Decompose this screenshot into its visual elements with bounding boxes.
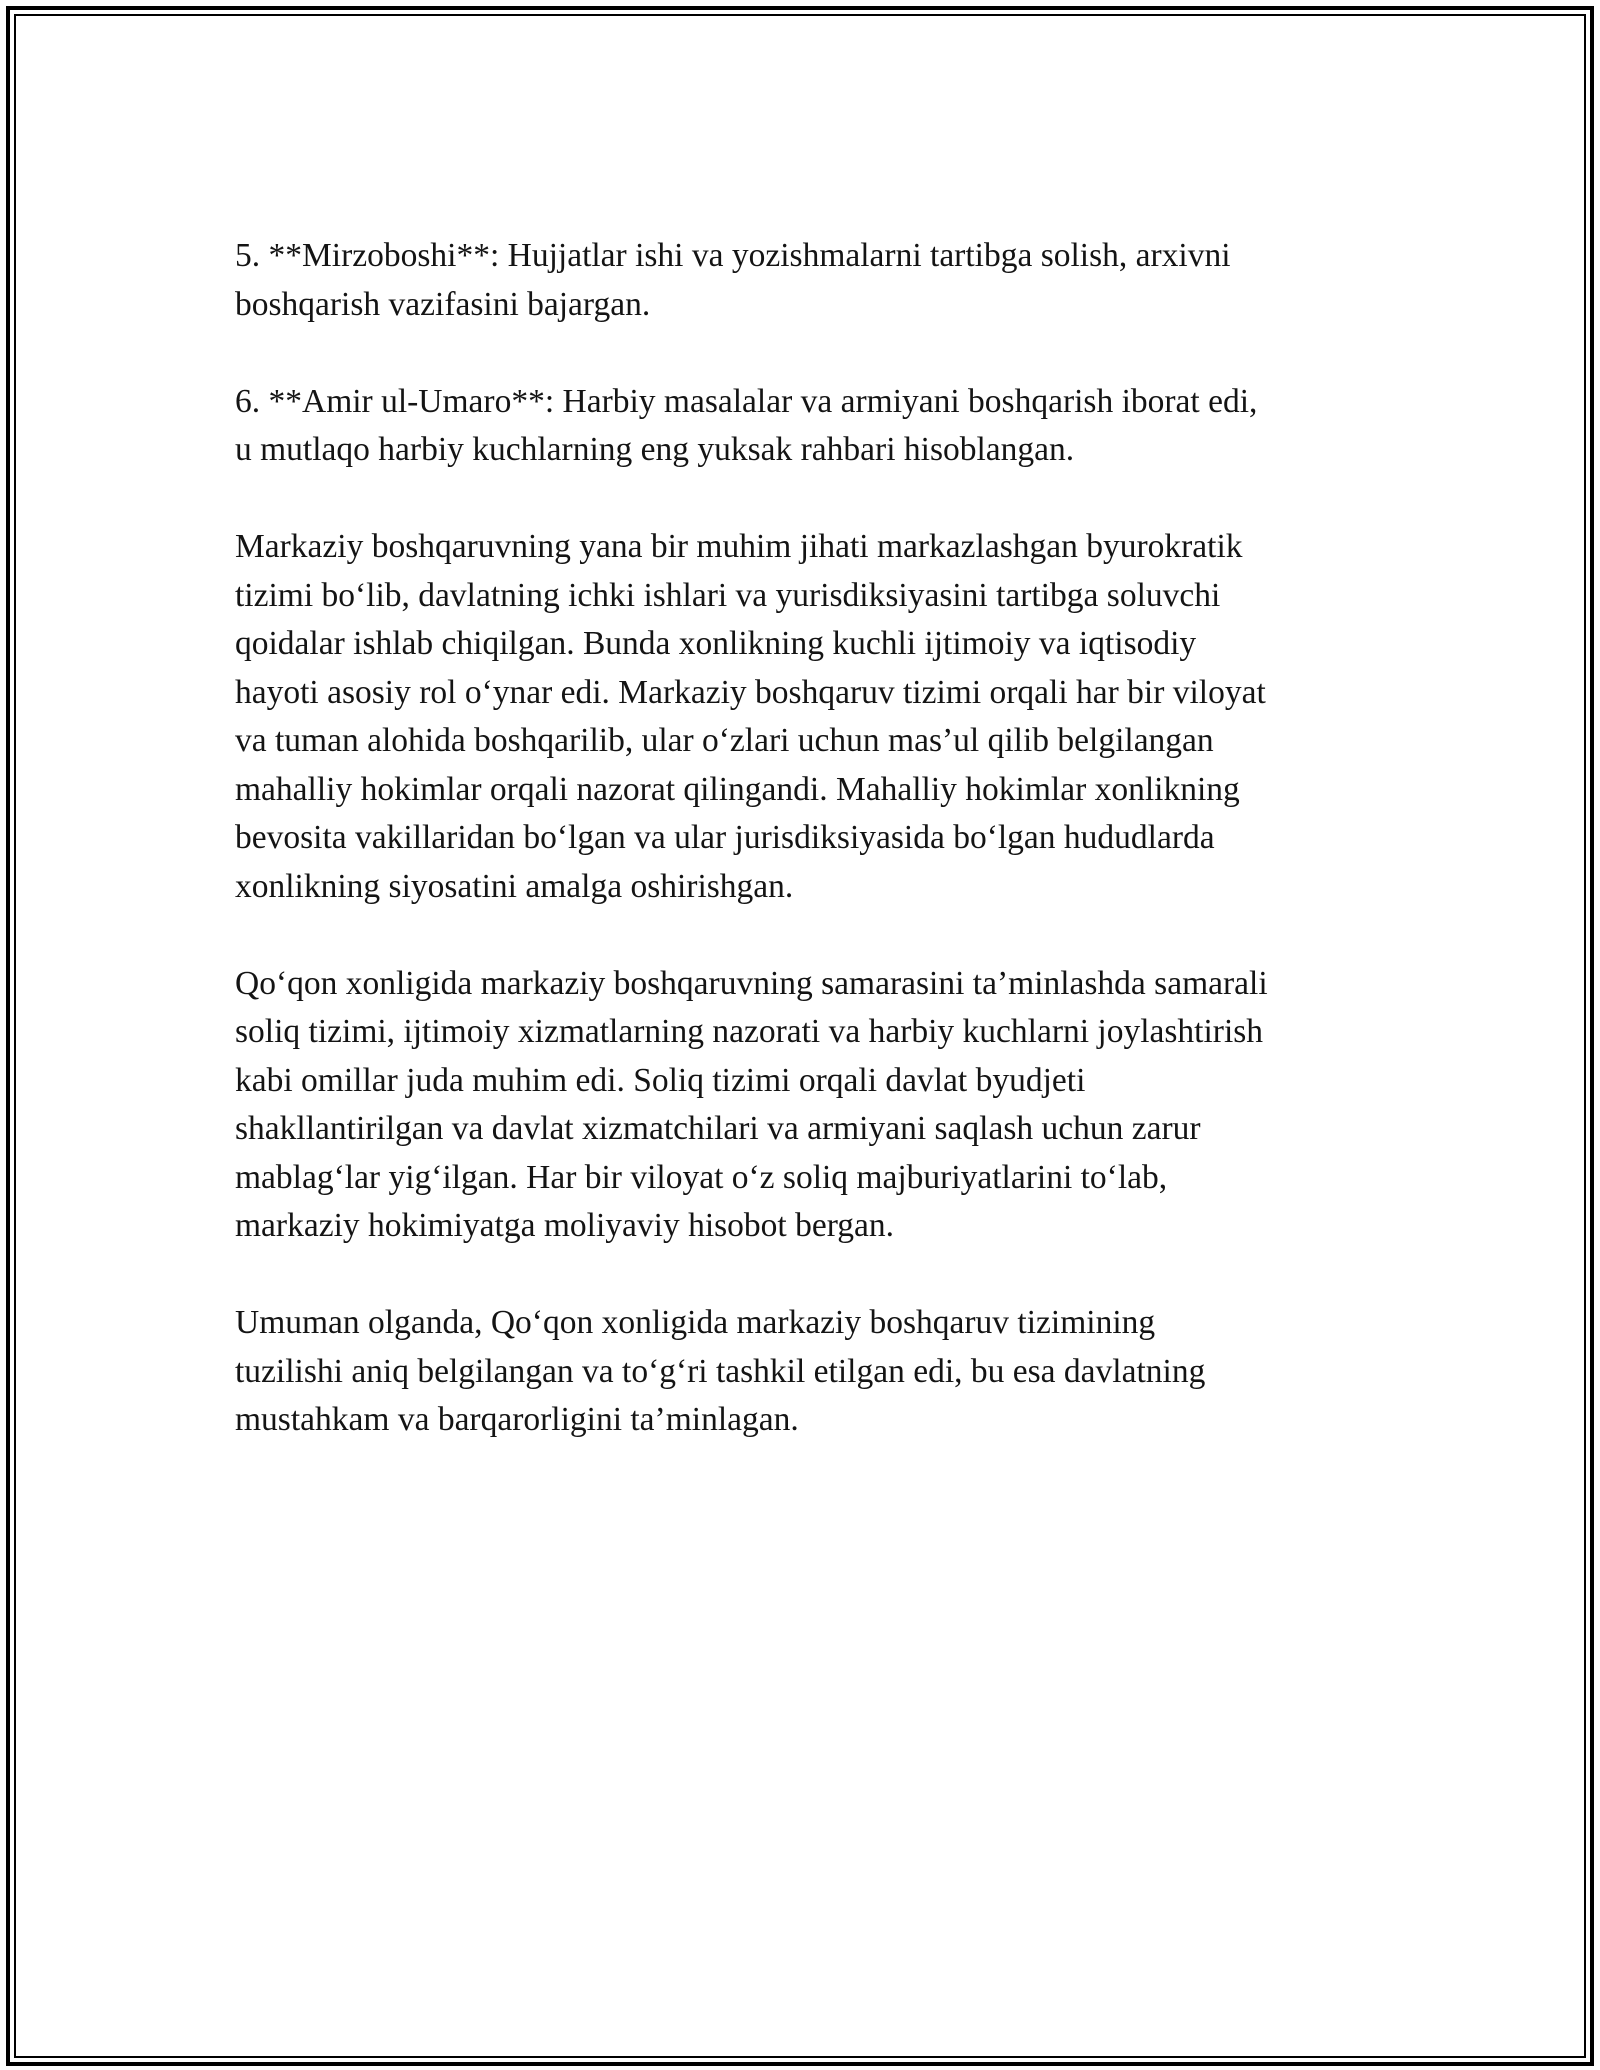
paragraph-tax-system: Qo‘qon xonligida markaziy boshqaruvning samarasini ta’minlashda samarali soliq tizimi, ijtimoiy xizmatlarning nazorati va harbiy kuchlarni joylashtirish kabi omillar juda muhim edi. Soliq tizimi orqali davlat byudjeti shakllantirilgan va davlat xizmatchilari va armiyani saqlash uchun zarur mablag‘lar yig‘ilgan. Har bir viloyat o‘z soliq majburiyatlarini to‘lab, markaziy hokimiyatga moliyaviy hisobot bergan.: [235, 964, 1268, 1244]
paragraph-mirzoboshi: 5. **Mirzoboshi**: Hujjatlar ishi va yozishmalarni tartibga solish, arxivni boshqarish vazifasini bajargan.: [235, 237, 1231, 323]
document-body: [235, 232, 1375, 1493]
paragraph-conclusion: Umuman olganda, Qo‘qon xonligida markaziy boshqaruv tizimining tuzilishi aniq belgilangan va to‘g‘ri tashkil etilgan edi, bu esa davlatning mustahkam va barqarorligini ta’minlagan.: [235, 1304, 1206, 1438]
paragraph-bureaucracy: Markaziy boshqaruvning yana bir muhim jihati markazlashgan byurokratik tizimi bo‘lib, davlatning ichki ishlari va yurisdiksiyasini tartibga soluvchi qoidalar ishlab chiqilgan. Bunda xonlikning kuchli ijtimoiy va iqtisodiy hayoti asosiy rol o‘ynar edi. Markaziy boshqaruv tizimi orqali har bir viloyat va tuman alohida boshqarilib, ular o‘zlari uchun mas’ul qilib belgilangan mahalliy hokimlar orqali nazorat qilingandi. Mahalliy hokimlar xonlikning bevosita vakillaridan bo‘lgan va ular jurisdiksiyasida bo‘lgan hududlarda xonlikning siyosatini amalga oshirishgan.: [235, 528, 1266, 905]
paragraph-amir-ul-umaro: 6. **Amir ul-Umaro**: Harbiy masalalar va armiyani boshqarish iborat edi, u mutlaqo harbiy kuchlarning eng yuksak rahbari hisoblangan.: [235, 382, 1258, 468]
